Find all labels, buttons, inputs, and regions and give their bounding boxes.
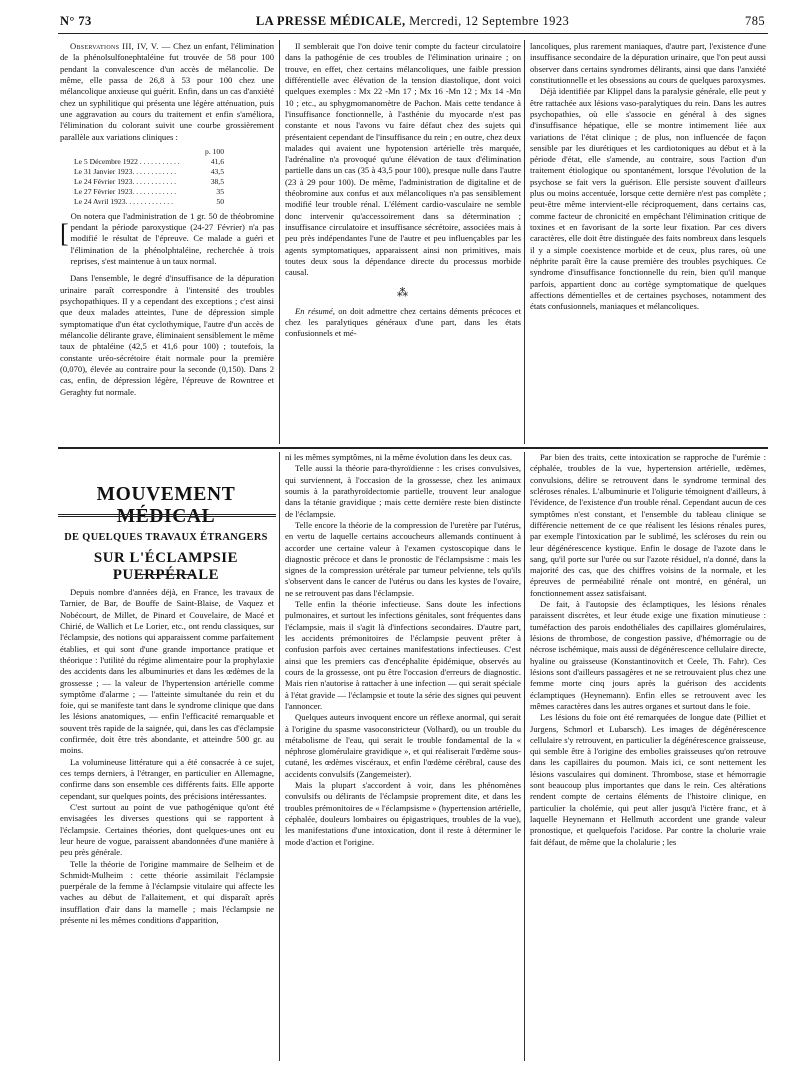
- issue-date: Mercredi, 12 Septembre 1923: [409, 14, 570, 28]
- title-short-rule: [138, 574, 194, 575]
- asterism: ⁂: [397, 286, 409, 299]
- table-row: [74, 187, 224, 197]
- bracketed-note: [60, 211, 274, 268]
- body-paragraph: Les lésions du foie ont été remarquées de longue date (Pilliet et Jurgens, Schmorl et Lubarsch). Les images de dégénérescence cellulaire s'y retrouvent, en particulier la dégénérescence graisseuse, qui semble être à l'origine des embolies graisseuses qu'on retrouve dans les capillaires du poumon. Mais ici, ce sont nettement les lésions vasculaires qui dominent. Thrombose, stase et hémorragie sont beaucoup plus importantes que dans le rein. Ces altérations rendent compte de certains éléments de l'histoire clinique, en particulier la cholémie, qui peut aller jusqu'à l'ictère franc, et à laquelle Heynemann et Hellmuth accordent une grande valeur pronostique, et quelquefois l'acidose. Par contre la cholurie vraie fait défaut, de même que la cholalurie ; les: [530, 712, 766, 847]
- body-paragraph: Telle aussi la théorie para-thyroïdienne : les crises convulsives, qui surviennent, à l'occasion de la grossesse, chez les animaux soumis à la parathyroïdectomie partielle, trouvent leur analogue dans la tétanie gravidique ; mais cette dernière reste bien distincte de l'éclampsie.: [285, 463, 521, 519]
- table-unit: p. 100: [205, 146, 224, 156]
- top-column-3: [530, 41, 766, 444]
- table-row: [74, 177, 224, 187]
- table-row: [74, 197, 224, 207]
- body-paragraph: lancoliques, plus rarement maniaques, d'autre part, l'existence d'une insuffisance secondaire de la dépuration urinaire, que l'on peut aussi observer dans certains syndromes délirants, ainsi que dans l'anxiété constitutionnelle et les obsessions au cours de quelques paroxysmes.: [530, 41, 766, 85]
- summary-text: on doit admettre chez certains déments précoces et chez les paralytiques généraux d'une part, dans les états confusionnels et mé-: [285, 305, 521, 339]
- table-date: Le 5 Décembre 1922 . . . . . . . . . . .: [74, 156, 180, 166]
- table-row: [74, 167, 224, 177]
- observations-text: Chez un enfant, l'élimination de la phénolsulfonephtaléine fut trouvée de 58 pour 100 pendant la convalescence d'un accès de mélancolie. De même, elle passa de 26,8 à 53 pour 100 chez une mélancolique anxieuse qui guérit. Enfin, dans un cas d'anxiété chez un syphilitique qui présenta une légère atténuation, puis une aggravation au cours du traitement et enfin s'améliora, l'élimination du colorant suivit une courbe grossièrement parallèle aux variations cliniques :: [60, 41, 274, 142]
- title-double-rule: [58, 514, 276, 517]
- top-column-2: [285, 41, 521, 444]
- table-value: 35: [216, 186, 224, 196]
- bracket-text: On notera que l'administration de 1 gr. 50 de théobromine pendant la période paroxystique (24-27 Février) n'a pas modifié le résultat de l'épreuve. Ce malade a guéri et l'élimination de la phénolphtaléine, recherchée à trois reprises, s'est maintenue à un taux normal.: [70, 210, 274, 267]
- column-divider: [524, 452, 525, 1061]
- table-value: 38,5: [210, 176, 224, 186]
- observations-label: Observations III, IV, V. —: [70, 41, 171, 51]
- body-paragraph: Il semblerait que l'on doive tenir compte du facteur circulatoire dans la pathogénie de ces troubles de l'élimination urinaire ; on trouve, en effet, chez certains mélancoliques, une faible pression différentielle avec élévation de la tension diastolique, dont voici quelques exemples : Mx 22 -Mn 17 ; Mx 16 -Mn 12 ; Mx 14 -Mn 10 ; etc., au sphygmomanomètre de Pachon. Mais cette tendance à l'insuffisance fonctionnelle, à l'asthénie du myocarde n'est pas constante et nous l'avons vu faire défaut chez des sujets qui présentaient cependant de l'insuffisance du rein ; en outre, chez deux malades qui avaient une hypotension artérielle très marquée, l'adrénaline n'a provoqué qu'une élévation de taux d'élimination partielle dans un cas (35 à 43,5 pour 100), presque nulle dans l'autre (23 à 29 pour 100). De même, l'administration de digitaline et de théobromine aux confus et aux mélancoliques n'a pas sensiblement modifié leur trouble rénal. L'élément cardio-vasculaire ne semble donc intervenir qu'accessoirement dans sa détermination ; insuffisance circulatoire et insuffisance sécrétoire, associées mais à peu près indépendantes l'une de l'autre et peu influençables par les agents symptomatiques, apparaissent ainsi non primitives, mais toutes deux sous la dépendance directe du processus morbide causal.: [285, 41, 521, 278]
- section-title: MOUVEMENT MÉDICAL: [96, 484, 236, 527]
- table-value: 43,5: [210, 166, 224, 176]
- journal-name: LA PRESSE MÉDICALE,: [255, 14, 406, 28]
- table-date: Le 31 Janvier 1923. . . . . . . . . . . .: [74, 166, 177, 176]
- body-paragraph: La volumineuse littérature qui a été consacrée à ce sujet, ces temps derniers, à l'étranger, en particulier en Allemagne, confirme dans son ensemble ces différents faits. Elle apporte cependant, sur quelques points, des précisions intéressantes.: [60, 756, 274, 801]
- column-divider: [524, 40, 525, 444]
- summary-paragraph: [285, 306, 521, 340]
- body-paragraph: De fait, à l'autopsie des éclamptiques, les lésions rénales paraissent discrètes, et leur étude exige une fixation minutieuse : tuméfaction des parois endothéliales des capillaires glomérulaires, lésions de thrombose, de congestion passive, d'hémorragie ou de nécrose ischémique, mais aussi de dégénérescence cellulaire directe, hyaline ou graisseuse (Konstantinovitch et Ceele, Th. Fahr). Ces lésions sont d'ailleurs passagères et ne se retrouvaient plus chez une femme morte cinq jours après la guérison des accidents éclamptiques (Heynemann). Enfin elles se retrouvent avec les mêmes caractères dans les autres organes et surtout dans le foie.: [530, 599, 766, 711]
- issue-number: N° 73: [60, 14, 92, 28]
- body-paragraph: Telle la théorie de l'origine mammaire de Selheim et de Schmidt-Mulheim : cette théorie assimilait l'éclampsie puerpérale de la femme à l'éclampsie vitulaire qui affecte les vaches au début de l'allaitement, et qui disparaît après insufflation d'air dans la mamelle ; mais l'éclampsie ne présente ni les mêmes conditions d'apparition,: [60, 858, 274, 926]
- article-subtitle: DE QUELQUES TRAVAUX ÉTRANGERS: [64, 532, 268, 543]
- column-divider: [279, 40, 280, 444]
- body-paragraph: Mais la plupart s'accordent à voir, dans les phénomènes convulsifs ou délirants de l'éclampsie proprement dite, et dans les troubles prémonitoires de « l'éclampsisme » (hypertension artérielle, céphalée, douleurs lombaires ou épigastriques, troubles de la vue), les manifestations d'une intoxication, dont il reste à déterminer le mode d'action et l'origine.: [285, 780, 521, 847]
- section-rule: [58, 447, 768, 449]
- observations-paragraph: [60, 41, 274, 143]
- body-paragraph: Telle enfin la théorie infectieuse. Sans doute les infections pulmonaires, et surtout les infections génitales, sont fréquentes dans l'éclampsie, mais il s'agit là d'infections secondaires. D'autre part, les accidents prémonitoires de l'éclampsie peuvent prêter à confusion parfois avec certaines manifestations infectieuses. C'est ainsi que les premiers cas d'encéphalite épidémique, observés au cours de la grossesse, ont pu être l'occasion d'erreurs de diagnostic. Mais rien n'autorise à rattacher à une infection — qui serait spéciale à l'état gravide — l'éclampsie et toute la série des signes qui peuvent l'annoncer.: [285, 599, 521, 711]
- table-date: Le 24 Février 1923. . . . . . . . . . . .: [74, 176, 177, 186]
- top-column-1: [60, 41, 274, 444]
- body-paragraph: Dans l'ensemble, le degré d'insuffisance de la dépuration urinaire paraît correspondre à l'intensité des troubles psychopathiques. Il y a cependant des exceptions ; c'est ainsi que deux malades atteintes, l'une de dépression simple symptomatique d'un état cyclothymique, l'autre d'un accès de mélancolie délirante grave, éliminaient sensiblement le même taux de phtaléine (42,5 et 41,6 pour 100) ; toutefois, la constante uréo-sécrétoire était normale pour la première (0,070), élevée au contraire pour la seconde (0,150). Dans 2 cas, enfin, de dépression légère, l'épreuve de Rowntree et Geraghty fut normale.: [60, 273, 274, 397]
- summary-label: En résumé,: [295, 305, 335, 316]
- elimination-table: [74, 147, 224, 207]
- body-paragraph: C'est surtout au point de vue pathogénique qu'ont été envisagées les diverses questions qui se rapportent à l'éclampsie. Certaines théories, dont quelques-unes ont eu leur heure de vogue, paraissent abandonnées d'une manière à peu près générale.: [60, 801, 274, 858]
- column-divider: [279, 452, 280, 1061]
- table-date: Le 27 Février 1923. . . . . . . . . . . .: [74, 186, 177, 196]
- table-date: Le 24 Avril 1923. . . . . . . . . . . . .: [74, 196, 173, 206]
- table-value: 50: [216, 196, 224, 206]
- table-row: [74, 157, 224, 167]
- article-title: SUR L'ÉCLAMPSIE PUERPÉRALE: [93, 550, 239, 583]
- body-paragraph: Quelques auteurs invoquent encore un réflexe anormal, qui serait à l'origine du spasme vasoconstricteur (Volhard), ou un trouble du métabolisme de l'eau, qui serait le trouble fondamental de la « néphrose glomérulaire gravidique », et qui réaliserait l'œdème sous-cutané, les œdèmes viscéraux, et enfin l'œdème cérébral, cause des accidents convulsifs (Zangemeister).: [285, 712, 521, 779]
- body-paragraph: Par bien des traits, cette intoxication se rapproche de l'urémie : céphalée, troubles de la vue, hypertension artérielle, œdèmes, convulsions, délire se retrouvent dans le syndrome terminal des scléroses rénales. L'albuminurie et l'oligurie témoignent d'ailleurs, à l'évidence, de l'existence d'un trouble rénal. Cependant aucun de ces symptômes n'est constant, et l'ensemble du tableau clinique se différencie nettement de ce que réalisent les lésions rénales pures, par exemple l'intoxication par le sublimé, les scléroses du rein ou leur dégénérescence kystique. Enfin le dosage de l'azote dans le sang, qu'il porte sur l'urée ou sur l'azote résiduel, n'a donné, dans la majorité des cas, que des chiffres voisins de la normale, et les épreuves de perméabilité rénale ont montré, en général, un fonctionnement assez satisfaisant.: [530, 452, 766, 598]
- header-rule: [58, 33, 768, 34]
- body-paragraph: Depuis nombre d'années déjà, en France, les travaux de Tarnier, de Bar, de Bouffe de Saint-Blaise, de Vaquez et Nobécourt, de Millet, de Pinard et Couvelaire, de Macé et Chirié, de Wallich et Le Lorier, etc., ont rendu classiques, sur l'éclampsie, des notions qui apparaissent comme parfaitement établies, et qui sont d'une grande importance pratique et théorique : l'utilité du régime alimentaire pour la prophylaxie des accidents dans les albuminuries et dans les œdèmes de la grossesse ; — la valeur de l'hypertension artérielle comme symptôme d'alarme ; — l'atteinte simultanée du rein et du foie, qui se manifeste tant dans le syndrome clinique que dans les lésions anatomiques, — enfin l'efficacité remarquable et souvent très rapide de la saignée, qui, dans les cas d'éclampsie confirmée, doit être très abondante, et atteindre 500 gr. au moins.: [60, 587, 274, 756]
- body-paragraph: ni les mêmes symptômes, ni la même évolution dans les deux cas.: [285, 452, 512, 462]
- running-header: [60, 14, 765, 32]
- page-number: 785: [745, 14, 765, 28]
- bottom-column-3: [530, 452, 766, 1061]
- table-value: 41,6: [210, 156, 224, 166]
- journal-title-line: [60, 14, 765, 29]
- bottom-column-2: [285, 452, 521, 1061]
- body-paragraph: Déjà identifiée par Klippel dans la paralysie générale, elle peut y être rattachée aux lésions vaso-paralytiques du rein. Dans les autres psychopathies, où elle s'associe en général à des signes d'insuffisance hépatique, elle se montre intimement liée aux variations de l'état clinique ; de plus, non influencée de façon sensible par les diurétiques et les cardiotoniques au début et à la période d'état, elle s'amende, au contraire, sous l'action d'un traitement étiologique ou spontanément, lorsque l'évolution de la psychose se fait vers la guérison. Elle persiste souvent d'ailleurs plus ou moins accentuée, lorsque cette dernière n'est pas complète ; peut-être même intervient-elle réciproquement, dans certains cas, comme facteur de chronicité en empêchant l'élimination critique de toxines et en favorisant de la sorte leur fixation. Par ces divers caractères, elle doit être distinguée des faits nombreux dans lesquels il y a simple coexistence morbide et de ceux, plus rares, où une néphrite paraît être la cause première des troubles psychiques. Ce syndrome d'insuffisance fonctionnelle du rein, bien qu'il manque parfois, appartient donc au cortège symptomatique de quelques affections démentielles et de certaines psychoses, notamment des états confusionnels, maniaques et mélancoliques.: [530, 86, 766, 312]
- bracket-glyph: [: [60, 218, 69, 248]
- bottom-column-1: [60, 587, 274, 1061]
- body-paragraph: Telle encore la théorie de la compression de l'uretère par l'utérus, en vertu de laquelle certains accoucheurs allemands continuent à accorder une certaine valeur à l'examen cystoscopique dans le diagnostic précoce et dans le pronostic de l'éclampsisme : mais les signes de la compression urétérale par tumeur pelvienne, tels qu'ils s'observent dans le cancer de l'utérus ou dans les kystes de l'ovaire, ne se retrouvent pas dans l'éclampsie.: [285, 519, 521, 598]
